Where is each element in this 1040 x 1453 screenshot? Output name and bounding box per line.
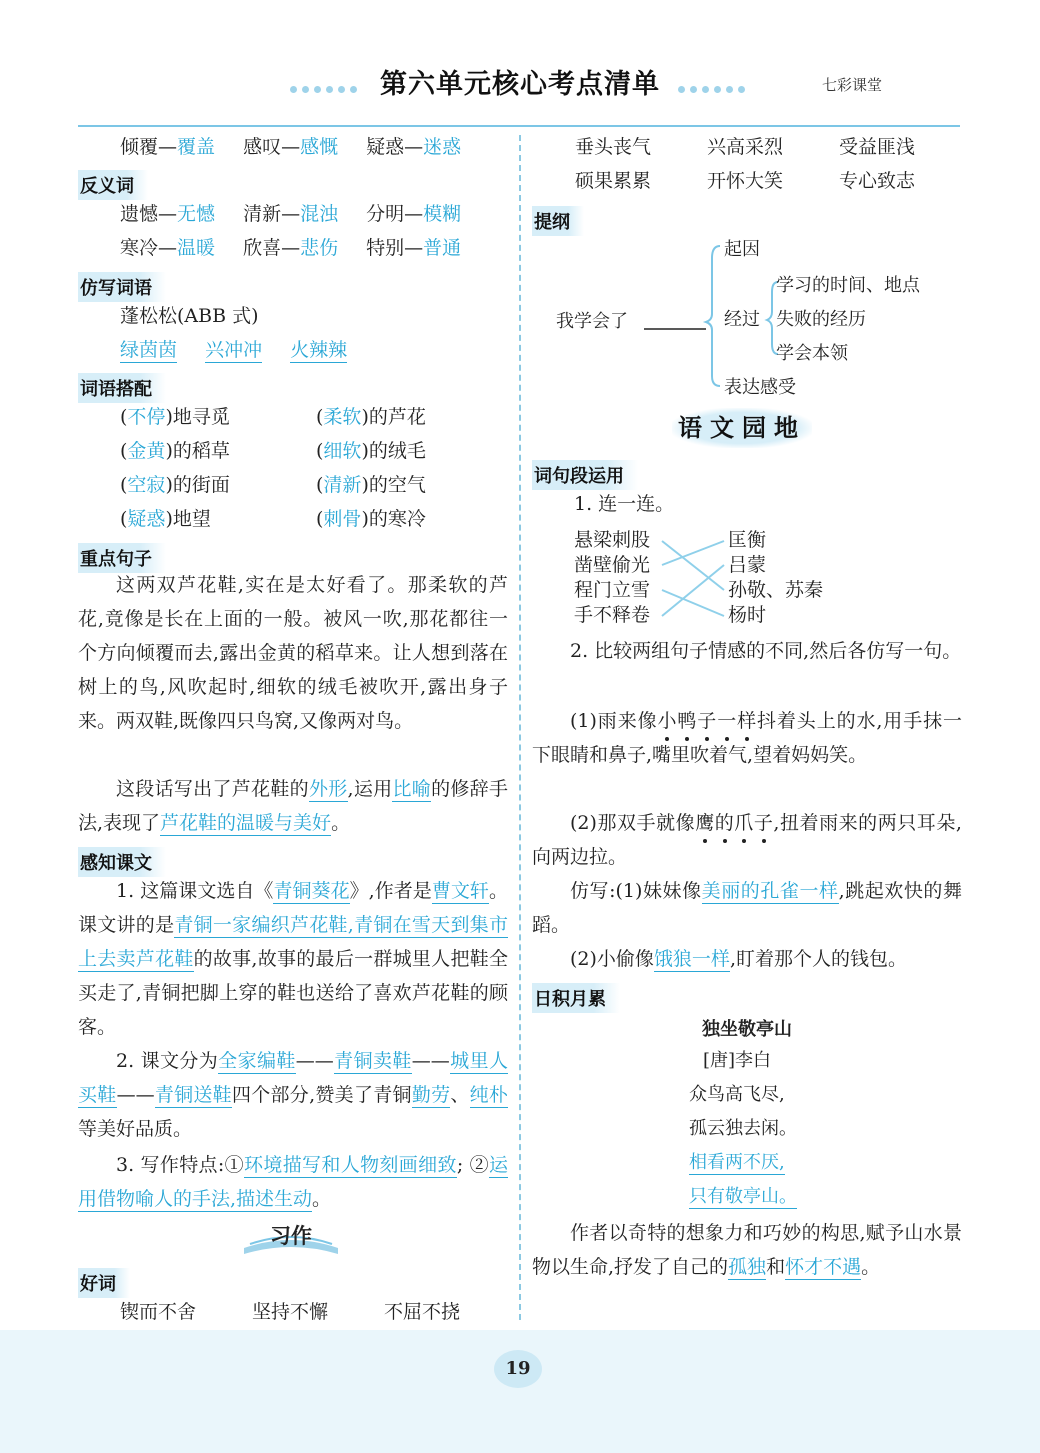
imitation-1: 仿写:(1)妹妹像美丽的孔雀一样,跳起欢快的舞蹈。 <box>532 880 962 936</box>
outline-process: 经过 <box>724 309 760 330</box>
collocation-row: (疑惑)地望 (刺骨)的寒冷 <box>120 508 426 530</box>
usage-section-title: 词句段运用 <box>532 460 638 490</box>
writing-banner <box>236 1218 346 1258</box>
good-words-row-2: 垂头丧气 兴高采烈 受益匪浅 <box>575 136 916 158</box>
poem-line: 只有敬亭山。 <box>689 1186 797 1207</box>
synonym-row: 倾覆—覆盖 感叹—感慨 疑惑—迷惑 <box>120 136 462 158</box>
poem-line: 孤云独去闲。 <box>689 1118 797 1139</box>
footer-band <box>0 1330 1040 1453</box>
imitate-section-title: 仿写词语 <box>78 272 166 302</box>
brand-label: 七彩课堂 <box>822 76 883 94</box>
collocation-list <box>120 405 426 541</box>
matching-exercise <box>574 528 874 632</box>
imitate-example: 蓬松松(ABB 式) <box>120 305 259 327</box>
key-sentence-paragraph: 这两双芦花鞋,实在是太好看了。那柔软的芦花,竟像是长在上面的一般。被风一吹,那花都往一个方向倾覆而去,露出金黄的稻草来。让人想到落在树上的鸟,风吹起时,细软的绒毛被吹开,露出身子来。两双鞋,既像四只鸟窝,又像两对鸟。 <box>78 574 508 732</box>
outline-root: 我学会了 <box>556 311 628 332</box>
column-divider <box>519 135 521 1320</box>
poem-body <box>689 1044 797 1214</box>
perceive-section-title: 感知课文 <box>78 847 166 877</box>
good-words-section-title: 好词 <box>78 1268 130 1298</box>
imitation-2: (2)小偷像饿狼一样,盯着那个人的钱包。 <box>570 948 907 970</box>
idiom-list: 悬梁刺股 凿壁偷光 程门立雪 手不释卷 <box>574 529 651 626</box>
poem-note: 作者以奇特的想象力和巧妙的构思,赋予山水景物以生命,抒发了自己的孤独和怀才不遇。 <box>532 1222 962 1278</box>
poem-author: [唐]李白 <box>703 1050 772 1071</box>
header-divider <box>78 125 960 127</box>
garden-section-title: 语文园地 <box>672 408 812 448</box>
outline-feeling: 表达感受 <box>724 377 796 398</box>
daily-section-title: 日积月累 <box>532 983 620 1013</box>
collocation-row: (金黄)的稻草 (细软)的绒毛 <box>120 440 426 462</box>
outline-sub-1: 学习的时间、地点 <box>776 275 920 296</box>
perceive-point-3: 3. 写作特点:①环境描写和人物刻画细致; ②运用借物喻人的手法,描述生动。 <box>78 1154 508 1210</box>
perceive-point-1: 1. 这篇课文选自《青铜葵花》,作者是曹文轩。课文讲的是青铜一家编织芦花鞋,青铜在雪天到集市上去卖芦花鞋的故事,故事的最后一群城里人把鞋全买走了,青铜把脚上穿的鞋也送给了喜欢芦花鞋的顾客。 <box>78 880 508 1038</box>
poem-line: 相看两不厌, <box>689 1152 785 1173</box>
page-number: 19 <box>494 1350 542 1388</box>
good-words-row-1: 锲而不舍 坚持不懈 不屈不挠 <box>120 1301 461 1323</box>
sentence-2: (2)那双手就像鹰的爪子,扭着雨来的两只耳朵,向两边拉。 <box>532 812 962 868</box>
header-dots-right <box>678 78 750 88</box>
key-sentence-section-title: 重点句子 <box>78 543 166 573</box>
outline-section-title: 提纲 <box>532 206 584 236</box>
imitate-words: 绿茵茵 兴冲冲 火辣辣 <box>120 339 348 361</box>
poem-title: 独坐敬亭山 <box>702 1019 792 1040</box>
people-list: 匡衡 吕蒙 孙敬、苏秦 杨时 <box>728 529 824 626</box>
perceive-point-2: 2. 课文分为全家编鞋——青铜卖鞋——城里人买鞋——青铜送鞋四个部分,赞美了青铜勤劳、纯朴等美好品质。 <box>78 1050 508 1140</box>
outline-sub-2: 失败的经历 <box>776 309 866 330</box>
question-2: 2. 比较两组句子情感的不同,然后各仿写一句。 <box>570 640 962 662</box>
collocation-row: (空寂)的街面 (清新)的空气 <box>120 474 426 496</box>
outline-cause: 起因 <box>724 239 760 260</box>
outline-sub-3: 学会本领 <box>776 343 848 364</box>
collocation-row: (不停)地寻觅 (柔软)的芦花 <box>120 406 426 428</box>
page-title: 第六单元核心考点清单 <box>380 69 660 100</box>
poem-line: 众鸟高飞尽, <box>689 1084 785 1105</box>
writing-section-title: 习作 <box>270 1224 312 1248</box>
collocation-section-title: 词语搭配 <box>78 373 166 403</box>
antonym-section-title: 反义词 <box>78 170 148 200</box>
sentence-1: (1)雨来像小鸭子一样抖着头上的水,用手抹一下眼睛和鼻子,嘴里吹着气,望着妈妈笑。 <box>532 710 962 766</box>
antonym-row-1: 遗憾—无憾 清新—混浊 分明—模糊 <box>120 203 462 225</box>
key-sentence-analysis: 这段话写出了芦花鞋的外形,运用比喻的修辞手法,表现了芦花鞋的温暖与美好。 <box>78 778 508 834</box>
question-1: 1. 连一连。 <box>574 493 675 515</box>
good-words-row-3: 硕果累累 开怀大笑 专心致志 <box>575 170 916 192</box>
antonym-row-2: 寒冷—温暖 欣喜—悲伤 特别—普通 <box>120 237 462 259</box>
outline-diagram <box>540 234 960 404</box>
